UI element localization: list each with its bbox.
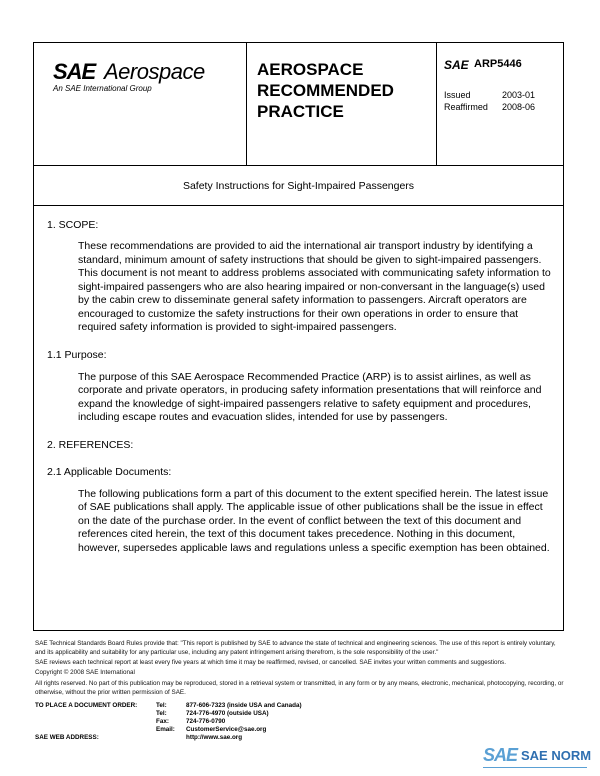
doc-number: ARP5446 xyxy=(474,58,522,70)
watermark-rule xyxy=(483,767,587,768)
title-line: AEROSPACE xyxy=(257,60,364,79)
sae-logo: SAE xyxy=(53,59,96,84)
doc-dates xyxy=(444,89,535,113)
section-heading: 2.1 Applicable Documents: xyxy=(47,465,172,478)
tel2-value: 724-776-4970 (outside USA) xyxy=(186,710,269,717)
web-label: SAE WEB ADDRESS: xyxy=(35,734,99,741)
tel2-label: Tel: xyxy=(156,710,167,717)
order-label: TO PLACE A DOCUMENT ORDER: xyxy=(35,702,138,709)
doc-info-cell xyxy=(436,43,564,165)
tel-value: 877-606-7323 (inside USA and Canada) xyxy=(186,702,302,709)
fax-value: 724-776-0790 xyxy=(186,718,226,725)
logo-subtitle: An SAE International Group xyxy=(53,84,152,93)
web-address-link[interactable]: http://www.sae.org xyxy=(186,734,243,741)
tel-label: Tel: xyxy=(156,702,167,709)
logo-cell xyxy=(34,43,246,165)
footer-copyright: Copyright © 2008 SAE International xyxy=(35,669,135,676)
reaffirmed-label: Reaffirmed xyxy=(444,102,488,112)
issued-value: 2003-01 xyxy=(502,90,536,100)
document-title: Safety Instructions for Sight-Impaired Passengers xyxy=(34,166,563,206)
aerospace-logo-text: Aerospace xyxy=(104,59,205,84)
email-label: Email: xyxy=(156,726,175,733)
body-content xyxy=(47,208,552,555)
fax-label: Fax: xyxy=(156,718,169,725)
section-paragraph: The purpose of this SAE Aerospace Recommended Practice (ARP) is to assist airlines, as well as corporate and private operators, in producing safety information presentations that will reinforce and expand the knowledge of sight-impaired passengers relative to safety equipment and procedures, including escape routes and evacuation slides, intended for use by passengers. xyxy=(78,370,542,423)
email-value[interactable]: CustomerService@sae.org xyxy=(186,726,267,733)
title-cell xyxy=(246,43,436,165)
issued-label: Issued xyxy=(444,90,471,100)
section-paragraph: The following publications form a part of this document to the extent specified herein. The latest issue of SAE publications shall apply. The applicable issue of other publications shall be the issue in effect on the date of the purchase order. In the event of conflict between the text of this document and references cited herein, the text of this document takes precedence. Nothing in this document, however, supersedes applicable laws and regulations unless a specific exemption has been obtained. xyxy=(78,487,550,554)
title-line: RECOMMENDED xyxy=(257,81,394,100)
section-heading: 1. SCOPE: xyxy=(47,219,99,231)
sae-small-logo: SAE xyxy=(444,58,469,72)
reaffirmed-value: 2008-06 xyxy=(502,102,536,112)
watermark-text: SAE NORM xyxy=(521,748,592,763)
header-row xyxy=(34,43,563,166)
section-heading: 2. REFERENCES: xyxy=(47,438,134,451)
footer-review-notice: SAE reviews each technical report at least every five years at which time it may be reaffirmed, revised, or cancelled. SAE invites your written comments and suggestions. xyxy=(35,659,506,666)
section-paragraph: These recommendations are provided to aid the international air transport industry by identifying a standard, minimum amount of safety instructions that should be given to sight-impaired passengers. This document is not meant to address problems associated with communicating safety information to sight-impaired passengers who are also hearing impaired or non-conversant in the language(s) used by the cabin crew to disseminate general safety information to passengers. Aircraft operators are encouraged to customize the safety instructions for their own operations in order to ensure that required safety information is provided to sight-impaired passengers. xyxy=(78,240,551,333)
footer-notice: SAE Technical Standards Board Rules provide that: "This report is published by SAE to advance the state of technical and engineering sciences. The use of this report is entirely voluntary, and its applicability and suitability for any particular use, including any patent infringement arising therefrom, is the sole responsibility of the user." xyxy=(35,640,556,656)
doc-type-title xyxy=(257,59,394,122)
section-heading: 1.1 Purpose: xyxy=(47,348,107,361)
watermark-sae-logo: SAE xyxy=(483,745,518,765)
title-line: PRACTICE xyxy=(257,102,344,121)
document-frame xyxy=(33,42,564,631)
footer-rights: All rights reserved. No part of this publication may be reproduced, stored in a retrieval system or transmitted, in any form or by any means, electronic, mechanical, photocopying, recording, or otherwise, without the prior written permission of SAE. xyxy=(35,680,564,696)
